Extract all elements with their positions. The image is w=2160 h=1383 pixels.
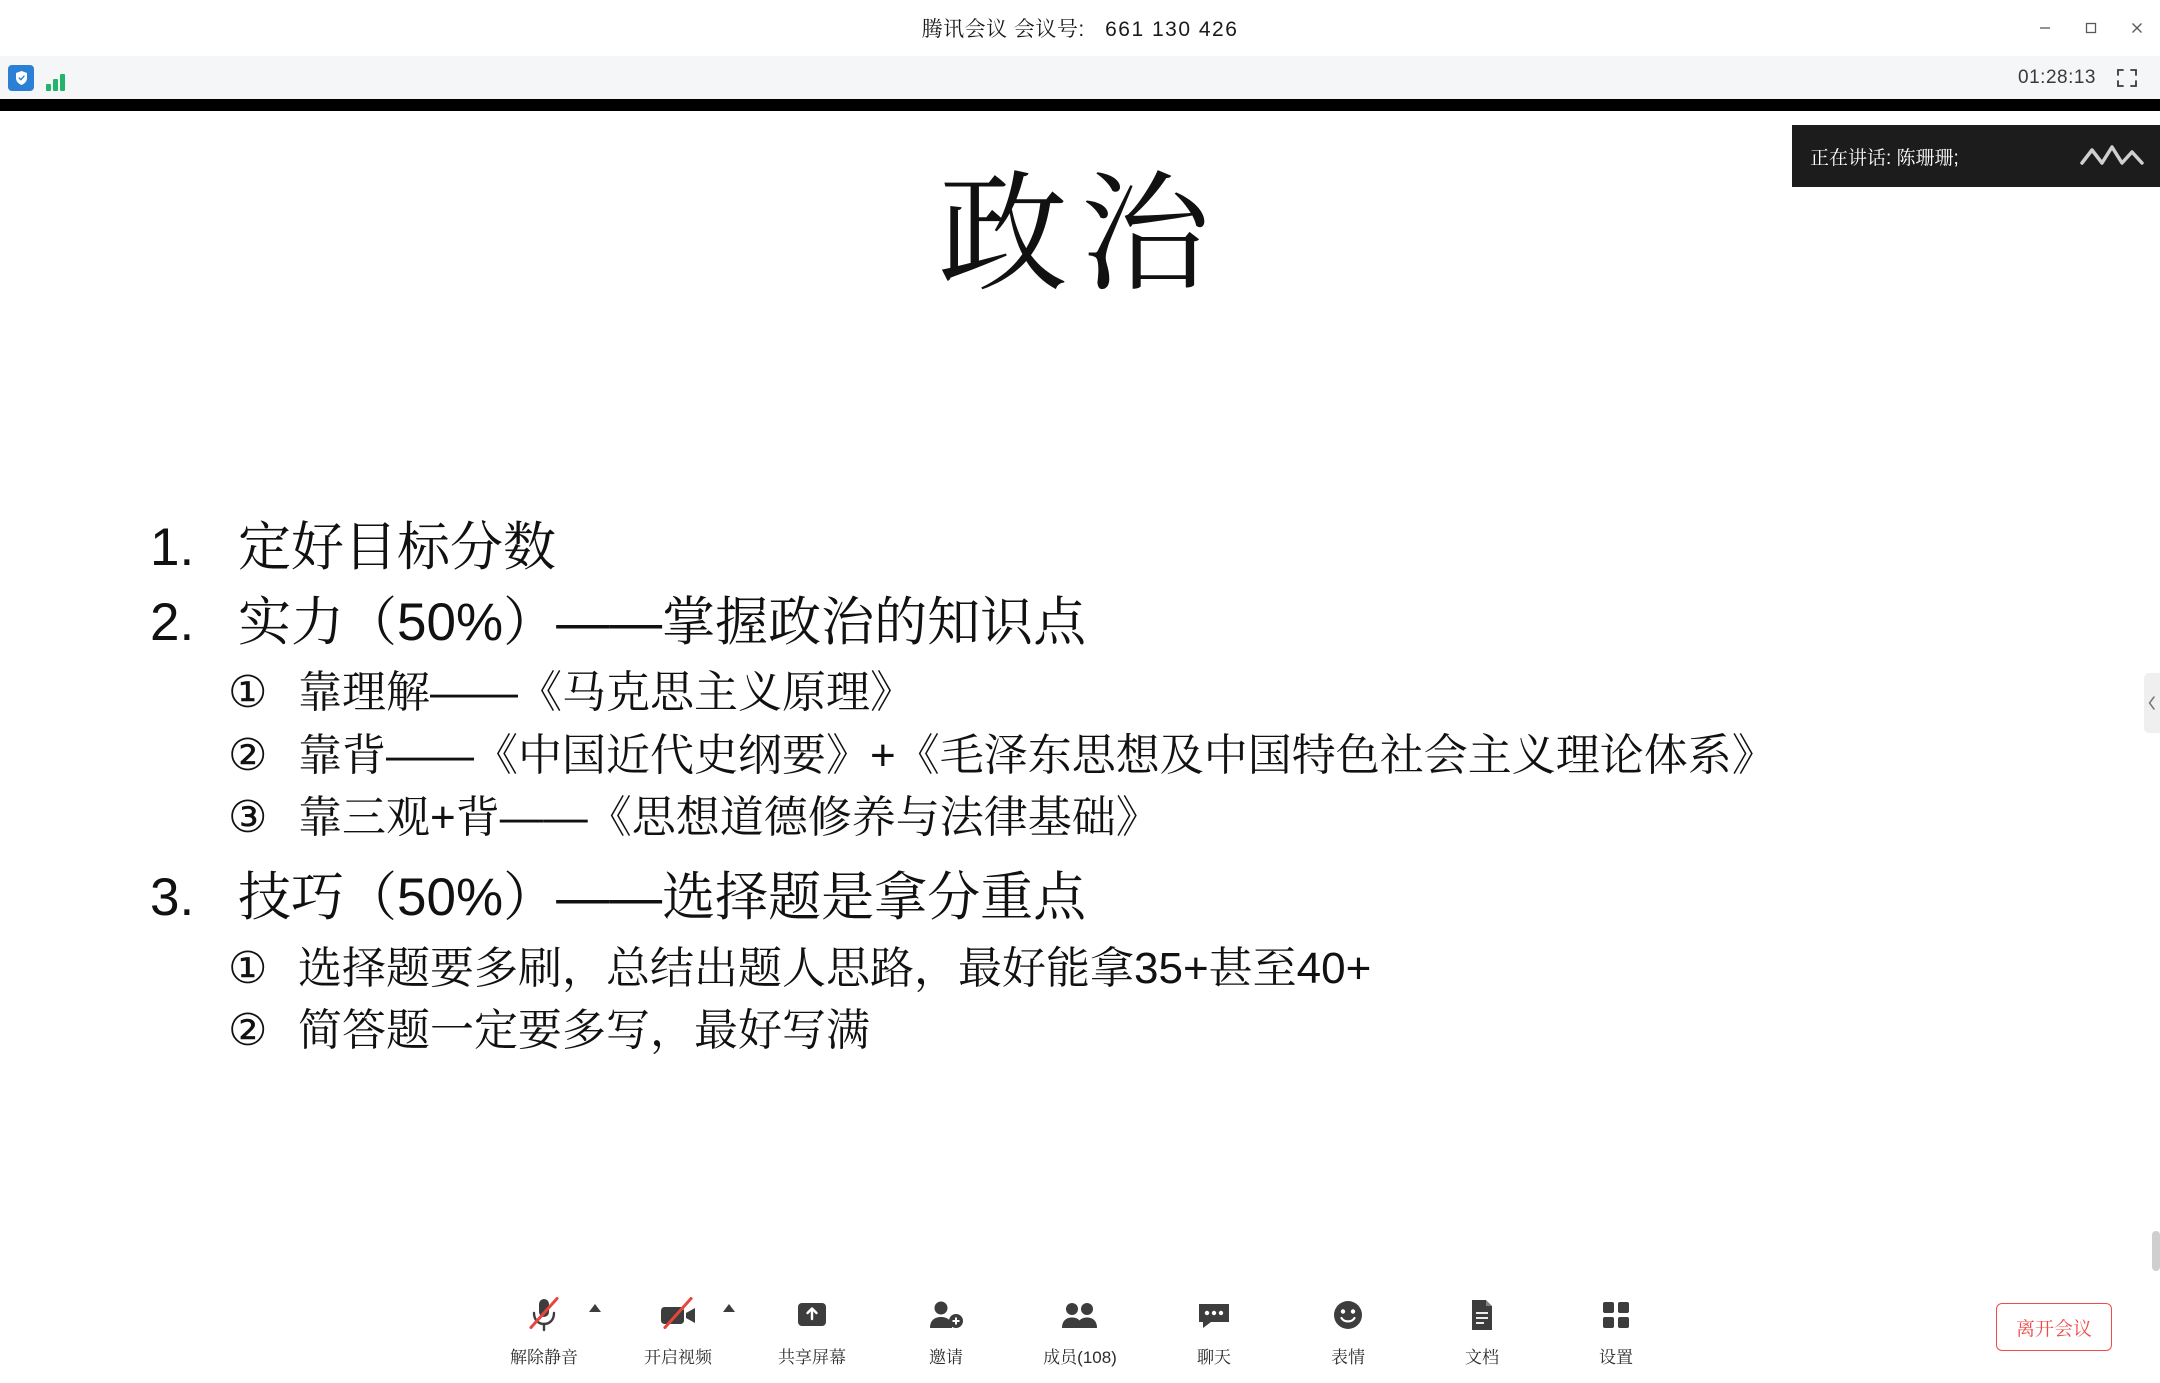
list-item-text: 靠理解——《马克思主义原理》 [298, 668, 914, 718]
toolbar-item-label: 表情 [1331, 1348, 1365, 1367]
toolbar-item-label: 文档 [1465, 1348, 1499, 1367]
list-item-text: 简答题一定要多写，最好写满 [298, 1006, 870, 1056]
signal-icon[interactable] [42, 65, 68, 91]
list-item [150, 516, 2050, 581]
active-speaker-badge [1792, 125, 2160, 187]
close-button[interactable] [2114, 0, 2160, 56]
camera-off-icon [658, 1292, 698, 1338]
invite-icon [927, 1292, 965, 1338]
status-bar-right [2018, 65, 2160, 91]
status-bar [0, 56, 2160, 100]
list-item [150, 866, 2050, 931]
list-item-text: 靠背——《中国近代史纲要》+《毛泽东思想及中国特色社会主义理论体系》 [298, 730, 1776, 780]
window-title [922, 13, 1239, 43]
side-panel-toggle[interactable] [2144, 673, 2160, 733]
toolbar-item-label: 解除静音 [510, 1348, 578, 1367]
share-screen-icon [794, 1292, 830, 1338]
bottom-toolbar [0, 1271, 2160, 1383]
window-title-text: 腾讯会议 会议号: [921, 18, 1085, 41]
active-speaker-label: 正在讲话: 陈珊珊; [1810, 147, 1959, 169]
meeting-stage [0, 99, 2160, 1383]
title-bar [0, 0, 2160, 57]
toolbar-item-label: 邀请 [929, 1348, 963, 1367]
minimize-button[interactable] [2022, 0, 2068, 56]
list-item-text: 靠三观+背——《思想道德修养与法律基础》 [298, 792, 1160, 842]
toolbar-item-label: 共享屏幕 [778, 1348, 846, 1367]
toolbar-item-chat[interactable] [1173, 1286, 1255, 1368]
list-item [228, 665, 2050, 721]
status-bar-left [0, 65, 68, 91]
list-item [228, 1003, 2050, 1059]
toolbar-item-label: 聊天 [1197, 1348, 1231, 1367]
spacer [150, 852, 2050, 866]
list-item-text: 定好目标分数 [238, 518, 556, 577]
toolbar-item-unmute[interactable] [503, 1286, 585, 1368]
list-item-text: 技巧（50%）——选择题是拿分重点 [238, 868, 1087, 928]
toolbar-item-label: 成员(108) [1043, 1348, 1117, 1367]
meeting-timer: 01:28:13 [2018, 66, 2096, 88]
toolbar-item-participants[interactable] [1039, 1286, 1121, 1368]
list-item-text: 实力（50%）——掌握政治的知识点 [238, 592, 1087, 652]
audio-wave-icon [2080, 141, 2144, 171]
toolbar-item-start-video[interactable] [637, 1286, 719, 1368]
slide-body [150, 516, 2050, 1066]
toolbar-item-label: 开启视频 [644, 1348, 712, 1367]
emoji-icon [1331, 1292, 1365, 1338]
list-item-marker: ③ [228, 792, 268, 842]
chat-icon [1195, 1292, 1233, 1338]
slide-title: 政治 [937, 161, 1222, 307]
list-item [228, 941, 2050, 997]
list-item-marker: 3. [150, 868, 195, 928]
chevron-up-icon[interactable] [723, 1304, 735, 1312]
list-item-marker: ② [228, 730, 268, 780]
toolbar-item-settings[interactable] [1575, 1286, 1657, 1368]
fullscreen-icon[interactable] [2114, 65, 2140, 91]
list-item [228, 728, 2050, 784]
list-item-marker: 2. [150, 592, 195, 652]
shared-screen-area[interactable] [0, 111, 2160, 1345]
maximize-button[interactable] [2068, 0, 2114, 56]
list-item-marker: ② [228, 1006, 268, 1056]
list-item-marker: ① [228, 668, 268, 718]
list-item [150, 591, 2050, 656]
toolbar-item-document[interactable] [1441, 1286, 1523, 1368]
meeting-number: 661 130 426 [1105, 18, 1239, 41]
settings-icon [1599, 1292, 1633, 1338]
leave-meeting-button[interactable]: 离开会议 [1996, 1303, 2112, 1351]
list-item-marker: 1. [150, 518, 195, 577]
microphone-muted-icon [527, 1292, 561, 1338]
list-item-text: 选择题要多刷，总结出题人思路，最好能拿35+甚至40+ [298, 943, 1372, 993]
stage-scrollbar[interactable] [2152, 1231, 2160, 1271]
participants-icon [1061, 1292, 1099, 1338]
toolbar-item-label: 设置 [1599, 1348, 1633, 1367]
document-icon [1467, 1292, 1497, 1338]
window-controls [2022, 0, 2160, 56]
toolbar-item-share-screen[interactable] [771, 1286, 853, 1368]
toolbar-items [503, 1286, 1657, 1368]
shield-icon[interactable] [8, 65, 34, 91]
list-item [228, 790, 2050, 846]
chevron-up-icon[interactable] [589, 1304, 601, 1312]
toolbar-item-emoji[interactable] [1307, 1286, 1389, 1368]
toolbar-item-invite[interactable] [905, 1286, 987, 1368]
presentation-slide [0, 111, 2160, 1345]
list-item-marker: ① [228, 943, 268, 993]
